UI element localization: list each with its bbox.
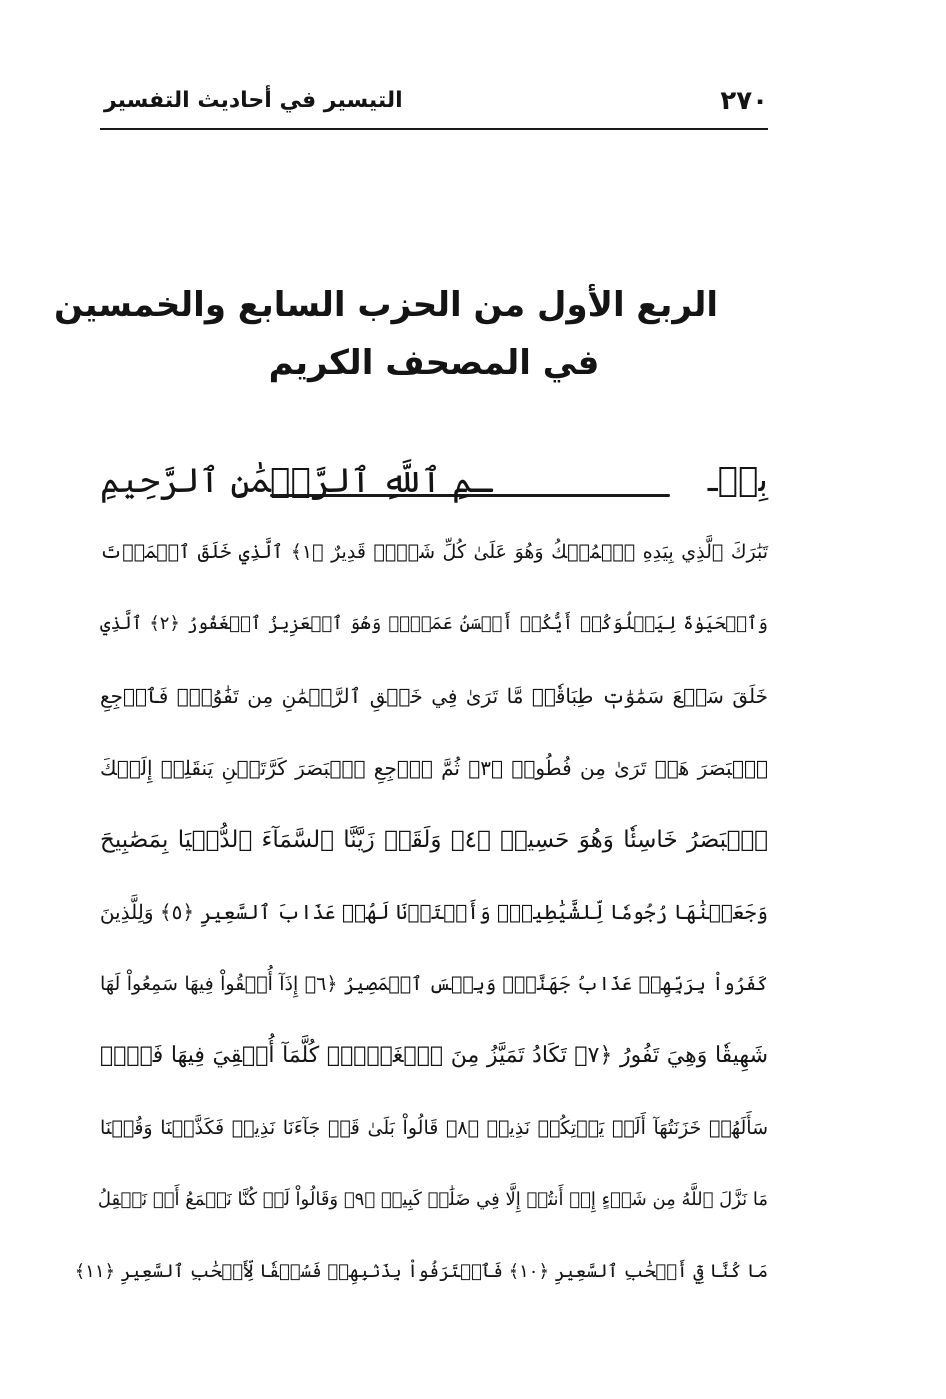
verse-line: مَا نَزَّلَ ٱللَّهُ مِن شَيۡءٍ إِنۡ أَنتُمۡ إِلَّا فِي ضَلَٰلٖ كَبِيرٖ ﴿٩﴾ وَقَالُواْ لَوۡ كُنَّا نَسۡمَعُ أَوۡ نَعۡقِلُ — [97, 1189, 768, 1210]
page-number: ٢٧٠ — [720, 86, 768, 116]
verse-line: ٱلۡبَصَرَ هَلۡ تَرَىٰ مِن فُطُورٖ ﴿٣﴾ ثُمَّ ٱرۡجِعِ ٱلۡبَصَرَ كَرَّتَيۡنِ يَنقَلِبۡ إِلَيۡكَ — [100, 756, 768, 780]
verse-line: شَهِيقٗا وَهِيَ تَفُورُ ﴿٧﴾ تَكَادُ تَمَيَّزُ مِنَ ٱلۡغَيۡظِۖ كُلَّمَآ أُلۡقِيَ فِيهَا فَوۡجٞ — [100, 1043, 769, 1068]
section-heading — [54, 276, 718, 392]
verse-line: سَأَلَهُمۡ خَزَنَتُهَآ أَلَمۡ يَأۡتِكُمۡ نَذِيرٞ ﴿٨﴾ قَالُواْ بَلَىٰ قَدۡ جَآءَنَا نَذِيرٞ فَكَذَّبۡنَا وَقُلۡنَا — [100, 1117, 769, 1139]
verse-line: خَلَقَ سَبۡعَ سَمَٰوَٰتٖ طِبَاقٗاۖ مَّا تَرَىٰ فِي خَلۡقِ ٱلرَّحۡمَٰنِ مِن تَفَٰوُتٖۖ فَٱرۡجِعِ — [100, 684, 768, 708]
running-header — [100, 82, 768, 126]
basmala — [100, 460, 768, 516]
basmala-rest: ـمِ ٱللَّهِ ٱلرَّحۡمَٰنِ ٱلرَّحِيمِ — [100, 461, 492, 501]
verse-line: وَٱلۡحَيَوٰةَ لِيَبۡلُوَكُمۡ أَيُّكُمۡ أَحۡسَنُ عَمَلٗاۚ وَهُوَ ٱلۡعَزِيزُ ٱلۡغَفُورُ ﴿٢﴾ ٱلَّذِي — [100, 613, 768, 634]
section-heading-line-1: الربع الأول من الحزب السابع والخمسين — [54, 285, 718, 325]
verse-line: كَفَرُواْ بِرَبِّهِمۡ عَذَابُ جَهَنَّمَۖ وَبِئۡسَ ٱلۡمَصِيرُ ﴿٦﴾ إِذَآ أُلۡقُواْ فِيهَا سَمِعُواْ لَهَا — [100, 973, 768, 995]
basmala-bism: بِسۡـ — [707, 460, 768, 500]
book-title: التيسير في أحاديث التفسير — [104, 88, 403, 113]
verse-line: وَجَعَلۡنَٰهَا رُجُومٗا لِّلشَّيَٰطِينِۖ وَأَعۡتَدۡنَا لَهُمۡ عَذَابَ ٱلسَّعِيرِ ﴿٥﴾ وَلِلَّذِينَ — [99, 900, 768, 924]
header-rule — [100, 128, 768, 130]
verse-line: مَا كُنَّا فِيٓ أَصۡحَٰبِ ٱلسَّعِيرِ ﴿١٠﴾ فَٱعۡتَرَفُواْ بِذَنۢبِهِمۡ فَسُحۡقٗا لِّأَصۡحَٰبِ ٱلسَّعِيرِ ﴿١١﴾ — [74, 1261, 768, 1282]
verse-line: تَبَٰرَكَ ٱلَّذِي بِيَدِهِ ٱلۡمُلۡكُ وَهُوَ عَلَىٰ كُلِّ شَيۡءٖ قَدِيرٌ ﴿١﴾ ٱلَّذِي خَلَقَ ٱلۡمَوۡتَ — [100, 541, 768, 563]
section-heading-line-2: في المصحف الكريم — [268, 343, 600, 383]
verses-block — [74, 522, 769, 1314]
verse-line: ٱلۡبَصَرُ خَاسِئٗا وَهُوَ حَسِيرٞ ﴿٤﴾ وَلَقَدۡ زَيَّنَّا ٱلسَّمَآءَ ٱلدُّنۡيَا بِمَصَٰبِيحَ — [100, 827, 768, 853]
